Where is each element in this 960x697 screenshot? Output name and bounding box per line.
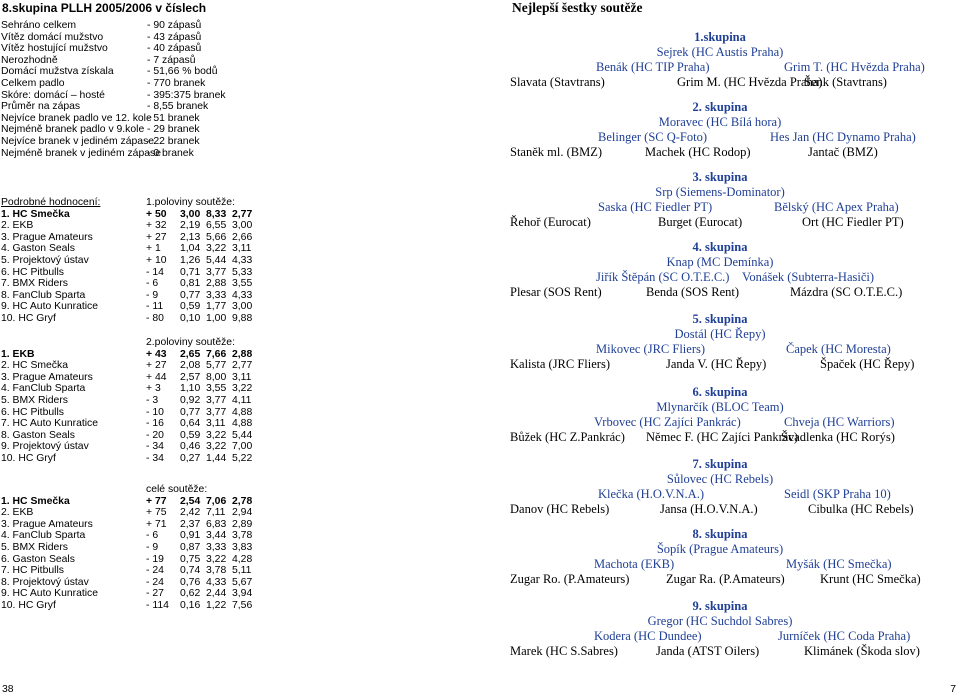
stat-a: 2,57 (180, 371, 201, 383)
stat-a: 1,10 (180, 383, 201, 395)
stat-a: 2,37 (180, 518, 201, 530)
table-row (1, 554, 301, 566)
forwards-row (480, 215, 960, 230)
team-name: 4. Gaston Seals (1, 243, 75, 255)
team-name: 8. Projektový ústav (1, 576, 89, 588)
stat-b: 5,44 (206, 255, 227, 266)
goal-difference: + 3 (146, 383, 161, 395)
goalkeeper: Dostál (HC Řepy) (674, 327, 766, 341)
table-row (1, 453, 301, 465)
stat-b: 2,44 (206, 588, 227, 600)
defender: Jurníček (HC Coda Praha) (778, 629, 911, 643)
forward: Zugar Ro. (P.Amateurs) (510, 572, 630, 586)
right-page-number: 7 (950, 684, 956, 695)
section-title: celé soutěže: (146, 484, 208, 495)
stat-a: 1,04 (180, 243, 201, 255)
stat-a: 2,19 (180, 220, 201, 232)
defenders-row (480, 60, 960, 75)
goal-difference: - 24 (146, 576, 164, 588)
defender: Myšák (HC Smečka) (786, 557, 892, 571)
forward: Plesar (SOS Rent) (510, 285, 602, 299)
defenders-row (480, 342, 960, 357)
forward: Mázdra (SC O.T.E.C.) (790, 285, 903, 299)
stat-a: 0,64 (180, 418, 201, 430)
section-title: 1.poloviny soutěže: (146, 197, 235, 208)
forwards-row (480, 357, 960, 372)
defender: Benák (HC TIP Praha) (596, 60, 710, 74)
forward: Řehoř (Eurocat) (510, 215, 591, 229)
goal-difference: + 27 (146, 360, 167, 372)
section-title: 2.poloviny soutěže: (146, 337, 235, 348)
stat-b: 3,77 (206, 266, 227, 278)
stat-a: 0,62 (180, 588, 201, 600)
goal-difference: - 80 (146, 313, 164, 324)
team-name: 6. Gaston Seals (1, 553, 75, 565)
stat-b: 7,11 (206, 507, 226, 519)
forward: Machek (HC Rodop) (645, 145, 751, 159)
forward: Kalista (JRC Fliers) (510, 357, 610, 371)
stat-a: 2,42 (180, 507, 201, 519)
table-row (1, 372, 301, 384)
stat-c: 4,88 (232, 406, 253, 418)
forwards-row (480, 75, 960, 90)
stat-c: 5,11 (232, 565, 252, 577)
stat-value: - 51 branek (147, 112, 200, 124)
stat-b: 3,22 (206, 243, 227, 255)
team-name: 6. HC Pitbulls (1, 406, 64, 418)
defender: Mikovec (JRC Fliers) (596, 342, 706, 356)
defender: Chveja (HC Warriors) (784, 415, 895, 429)
defender: Hes Jan (HC Dynamo Praha) (770, 130, 916, 144)
team-name: 3. Prague Amateurs (1, 371, 93, 383)
table-row (1, 600, 301, 612)
defender: Bělský (HC Apex Praha) (774, 200, 899, 214)
forward: Bůžek (HC Z.Pankrác) (510, 430, 625, 444)
stat-c: 2,77 (232, 208, 253, 220)
stat-b: 6,83 (206, 518, 227, 530)
goal-difference: - 6 (146, 530, 159, 542)
stat-a: 0,87 (180, 542, 201, 553)
defender: Machota (EKB) (594, 557, 675, 571)
stat-label: Průměr na zápas (1, 101, 81, 113)
stat-c: 3,94 (232, 588, 253, 600)
stat-c: 4,28 (232, 553, 253, 565)
forwards-row (480, 145, 960, 160)
goalkeeper: Moravec (HC Bílá hora) (658, 115, 782, 129)
forward: Zugar Ra. (P.Amateurs) (666, 572, 785, 586)
stat-b: 3,55 (206, 383, 227, 395)
table-row (1, 301, 301, 313)
forward: Benda (SOS Rent) (646, 285, 740, 299)
stat-value: - 40 zápasů (147, 43, 202, 55)
goalkeeper: Mlynarčík (BLOC Team) (656, 400, 784, 414)
team-name: 8. Gaston Seals (1, 429, 75, 441)
stat-label: Vítěz domácí mužstvo (1, 31, 104, 43)
forwards-row (480, 644, 960, 659)
stat-b: 3,77 (206, 395, 227, 406)
stat-c: 3,55 (232, 278, 253, 290)
stat-b: 3,78 (206, 565, 227, 577)
stat-c: 3,22 (232, 383, 253, 395)
stat-c: 3,11 (232, 371, 252, 383)
defenders-row (480, 487, 960, 502)
forwards-row (480, 430, 960, 445)
team-name: 3. Prague Amateurs (1, 231, 93, 243)
stat-a: 0,16 (180, 600, 201, 611)
stat-b: 6,55 (206, 220, 227, 232)
right-page-title: Nejlepší šestky soutěže (512, 0, 643, 15)
forward: Ort (HC Fiedler PT) (802, 215, 904, 229)
stat-value: - 22 branek (147, 135, 200, 147)
stat-c: 5,33 (232, 266, 253, 278)
stat-a: 2,08 (180, 360, 201, 372)
stat-c: 5,67 (232, 576, 253, 588)
stat-c: 3,78 (232, 530, 253, 542)
stat-c: 2,77 (232, 360, 253, 372)
team-name: 7. HC Pitbulls (1, 565, 64, 577)
defenders-row (480, 629, 960, 644)
defender: Čapek (HC Moresta) (786, 342, 891, 356)
goal-difference: - 34 (146, 453, 164, 464)
team-name: 10. HC Gryf (1, 453, 56, 464)
stat-c: 2,94 (232, 507, 253, 519)
goal-difference: - 20 (146, 429, 164, 441)
table-row (1, 243, 301, 255)
stat-label: Sehráno celkem (1, 20, 77, 31)
stat-c: 3,00 (232, 301, 253, 313)
goal-difference: - 9 (146, 542, 159, 553)
forward: Staněk ml. (BMZ) (510, 145, 603, 159)
forward: Špaček (HC Řepy) (820, 357, 915, 371)
stat-c: 4,88 (232, 418, 253, 430)
defenders-row (480, 130, 960, 145)
defender: Klečka (H.O.V.N.A.) (598, 487, 704, 501)
forward: Jansa (H.O.V.N.A.) (660, 502, 758, 516)
group-heading: 6. skupina (692, 385, 748, 399)
goal-difference: + 77 (146, 495, 167, 507)
group-heading: 2. skupina (692, 100, 748, 114)
stat-value: - 29 branek (147, 124, 200, 136)
stat-c: 2,66 (232, 231, 253, 243)
stat-c: 5,22 (232, 453, 253, 464)
team-name: 1. HC Smečka (1, 495, 70, 507)
goal-difference: + 75 (146, 507, 167, 519)
defender: Vrbovec (HC Zajíci Pankrác) (594, 415, 741, 429)
stat-b: 3,11 (206, 418, 226, 430)
stat-a: 0,91 (180, 530, 201, 542)
stat-value: - 770 branek (147, 77, 206, 89)
goalkeeper: Sůlovec (HC Rebels) (666, 472, 774, 486)
goal-difference: - 6 (146, 278, 159, 290)
defender: Grim T. (HC Hvězda Praha) (784, 60, 925, 74)
table-row (1, 290, 301, 302)
stat-b: 5,66 (206, 231, 227, 243)
table-row (1, 220, 301, 232)
goal-difference: - 19 (146, 553, 164, 565)
team-name: 10. HC Gryf (1, 600, 56, 611)
goal-difference: - 10 (146, 406, 164, 418)
stat-b: 7,06 (206, 495, 227, 507)
stat-b: 7,66 (206, 348, 227, 360)
team-name: 8. FanClub Sparta (1, 289, 86, 301)
defender: Seidl (SKP Praha 10) (784, 487, 891, 501)
group-heading: 8. skupina (692, 527, 748, 541)
team-name: 6. HC Pitbulls (1, 266, 64, 278)
stat-label: Nejvíce branek padlo ve 12. kole (1, 112, 152, 124)
stat-a: 0,74 (180, 565, 201, 577)
table-row (1, 496, 301, 508)
stat-c: 2,89 (232, 518, 253, 530)
table-row (1, 360, 301, 372)
stat-b: 3,44 (206, 530, 227, 542)
team-name: 2. HC Smečka (1, 360, 68, 372)
group-heading: 1.skupina (694, 30, 746, 44)
table-row (1, 255, 301, 267)
team-name: 1. HC Smečka (1, 208, 70, 220)
stat-value: - 51,66 % bodů (147, 66, 218, 78)
team-name: 2. EKB (1, 220, 34, 232)
forward: Marek (HC S.Sabres) (510, 644, 618, 658)
goal-difference: + 32 (146, 220, 167, 232)
stat-a: 2,54 (180, 495, 201, 507)
goalkeeper: Srp (Siemens-Dominator) (655, 185, 785, 199)
table-row (1, 530, 301, 542)
stat-c: 2,88 (232, 348, 253, 360)
forward: Šenk (Stavtrans) (804, 75, 887, 89)
stat-value: - 395:375 branek (147, 89, 226, 101)
forward: Janda (ATST Oilers) (656, 644, 760, 658)
table-row (1, 565, 301, 577)
stat-b: 8,00 (206, 371, 227, 383)
stat-a: 0,75 (180, 553, 201, 565)
stat-a: 2,65 (180, 348, 201, 360)
forward: Krunt (HC Smečka) (820, 572, 921, 586)
team-name: 9. Projektový ústav (1, 441, 89, 453)
stat-a: 0,27 (180, 453, 201, 464)
goal-difference: - 24 (146, 565, 164, 577)
stat-label: Nerozhodně (1, 54, 58, 66)
forward: Slavata (Stavtrans) (510, 75, 605, 89)
team-name: 5. Projektový ústav (1, 255, 89, 266)
table-row (1, 418, 301, 430)
stat-c: 3,83 (232, 542, 253, 553)
team-name: 1. EKB (1, 348, 35, 360)
table-row (1, 278, 301, 290)
stat-b: 8,33 (206, 208, 227, 220)
team-name: 2. EKB (1, 507, 34, 519)
defender: Vonášek (Subterra-Hasiči) (742, 270, 875, 284)
stat-label: Nejméně branek v jediném zápase (1, 147, 161, 159)
stat-c: 3,00 (232, 220, 253, 232)
stat-value: - 7 zápasů (147, 54, 196, 66)
stat-label: Celkem padlo (1, 77, 65, 89)
stat-a: 0,46 (180, 441, 201, 453)
forward: Němec F. (HC Zajíci Pankrác) (646, 430, 799, 444)
team-name: 10. HC Gryf (1, 313, 56, 324)
stat-c: 3,11 (232, 243, 252, 255)
goal-difference: + 44 (146, 371, 167, 383)
stat-a: 0,76 (180, 576, 201, 588)
defenders-row (480, 270, 960, 285)
stat-value: - 0 branek (147, 147, 194, 159)
defenders-row (480, 200, 960, 215)
details-label: Podrobné hodnocení: (1, 197, 101, 208)
stat-c: 4,33 (232, 255, 253, 266)
forward: Jantač (BMZ) (808, 145, 878, 159)
forwards-row (480, 502, 960, 517)
defender: Belinger (SC Q-Foto) (598, 130, 708, 144)
left-page-number: 38 (2, 684, 14, 695)
stat-b: 3,22 (206, 553, 227, 565)
stat-a: 0,59 (180, 301, 201, 313)
table-row (1, 588, 301, 600)
table-row (1, 267, 301, 279)
table-row (1, 507, 301, 519)
goal-difference: + 43 (146, 348, 167, 360)
table-row (1, 441, 301, 453)
stat-c: 7,00 (232, 441, 253, 453)
goal-difference: - 9 (146, 289, 159, 301)
stat-a: 0,71 (180, 266, 201, 278)
stat-a: 3,00 (180, 208, 201, 220)
table-row (1, 209, 301, 221)
group-heading: 9. skupina (692, 599, 748, 613)
forward: Janda V. (HC Řepy) (666, 357, 767, 371)
stat-label: Domácí mužstva získala (1, 66, 114, 78)
stat-label: Skóre: domácí – hosté (1, 89, 105, 101)
forward: Švadlenka (HC Rorýs) (781, 430, 895, 444)
goal-difference: + 1 (146, 243, 161, 255)
goalkeeper: Knap (MC Demínka) (666, 255, 774, 269)
stat-c: 2,78 (232, 495, 253, 507)
table-row (1, 519, 301, 531)
team-name: 5. BMX Riders (1, 542, 68, 553)
goal-difference: + 27 (146, 231, 167, 243)
goal-difference: - 14 (146, 266, 164, 278)
stat-c: 4,33 (232, 289, 253, 301)
stat-label: Nejvíce branek v jediném zápase (1, 135, 155, 147)
stat-c: 7,56 (232, 600, 253, 611)
stat-value: - 43 zápasů (147, 31, 202, 43)
group-heading: 3. skupina (692, 170, 748, 184)
group-heading: 5. skupina (692, 312, 748, 326)
stat-a: 0,10 (180, 313, 201, 324)
team-name: 5. BMX Riders (1, 395, 68, 406)
defenders-row (480, 557, 960, 572)
goal-difference: - 27 (146, 588, 164, 600)
defender: Saska (HC Fiedler PT) (598, 200, 713, 214)
stat-b: 2,88 (206, 278, 227, 290)
goal-difference: - 34 (146, 441, 164, 453)
stat-a: 2,13 (180, 231, 201, 243)
stat-c: 4,11 (232, 395, 252, 406)
stat-a: 0,77 (180, 406, 201, 418)
goal-difference: + 10 (146, 255, 167, 266)
defender: Kodera (HC Dundee) (594, 629, 702, 643)
stat-value: - 90 zápasů (147, 20, 202, 31)
defender: Jiřík Štěpán (SC O.T.E.C.) (596, 270, 730, 284)
team-name: 3. Prague Amateurs (1, 518, 93, 530)
forwards-row (480, 285, 960, 300)
goal-difference: - 16 (146, 418, 164, 430)
stat-a: 0,59 (180, 429, 201, 441)
table-row (1, 383, 301, 395)
left-page-title: 8.skupina PLLH 2005/2006 v číslech (2, 1, 207, 15)
right-page (480, 0, 960, 697)
goalkeeper: Šopík (Prague Amateurs) (656, 542, 784, 556)
stat-b: 3,33 (206, 289, 227, 301)
forward: Grim M. (HC Hvězda Praha) (677, 75, 823, 89)
team-name: 9. HC Auto Kunratice (1, 301, 99, 313)
goalkeeper: Sejrek (HC Austis Praha) (656, 45, 784, 59)
team-name: 7. HC Auto Kunratice (1, 418, 99, 430)
team-name: 4. FanClub Sparta (1, 383, 86, 395)
stat-b: 3,77 (206, 406, 227, 418)
table-row (1, 407, 301, 419)
stat-c: 9,88 (232, 313, 253, 324)
group-heading: 7. skupina (692, 457, 748, 471)
stat-b: 3,22 (206, 441, 227, 453)
table-row (1, 349, 301, 361)
forward: Burget (Eurocat) (658, 215, 743, 229)
stat-b: 3,33 (206, 542, 227, 553)
stat-b: 1,22 (206, 600, 227, 611)
group-heading: 4. skupina (692, 240, 748, 254)
forward: Danov (HC Rebels) (510, 502, 610, 516)
forwards-row (480, 572, 960, 587)
goal-difference: + 71 (146, 518, 167, 530)
goal-difference: + 50 (146, 208, 167, 220)
table-row (1, 395, 301, 407)
stat-b: 1,44 (206, 453, 227, 464)
stat-b: 4,33 (206, 576, 227, 588)
stat-b: 3,22 (206, 429, 227, 441)
goal-difference: - 3 (146, 395, 159, 406)
stat-a: 1,26 (180, 255, 201, 266)
stat-label: Nejméně branek padlo v 9.kole (1, 124, 145, 136)
team-name: 4. FanClub Sparta (1, 530, 86, 542)
stat-label: Vítěz hostující mužstvo (1, 43, 108, 55)
stat-c: 5,44 (232, 429, 253, 441)
goal-difference: - 114 (146, 600, 169, 611)
table-row (1, 577, 301, 589)
forward: Klimánek (Škoda slov) (804, 644, 920, 658)
stat-b: 1,77 (206, 301, 227, 313)
stat-value: - 8,55 branek (147, 101, 209, 113)
defenders-row (480, 415, 960, 430)
stat-b: 5,77 (206, 360, 227, 372)
team-name: 7. BMX Riders (1, 278, 68, 290)
stat-b: 1,00 (206, 313, 227, 324)
stat-a: 0,77 (180, 289, 201, 301)
table-row (1, 542, 301, 554)
stat-a: 0,92 (180, 395, 201, 406)
goal-difference: - 11 (146, 301, 164, 313)
table-row (1, 430, 301, 442)
goalkeeper: Gregor (HC Suchdol Sabres) (647, 614, 793, 628)
stat-a: 0,81 (180, 278, 201, 290)
team-name: 9. HC Auto Kunratice (1, 588, 99, 600)
forward: Cibulka (HC Rebels) (808, 502, 914, 516)
table-row (1, 232, 301, 244)
table-row (1, 313, 301, 325)
